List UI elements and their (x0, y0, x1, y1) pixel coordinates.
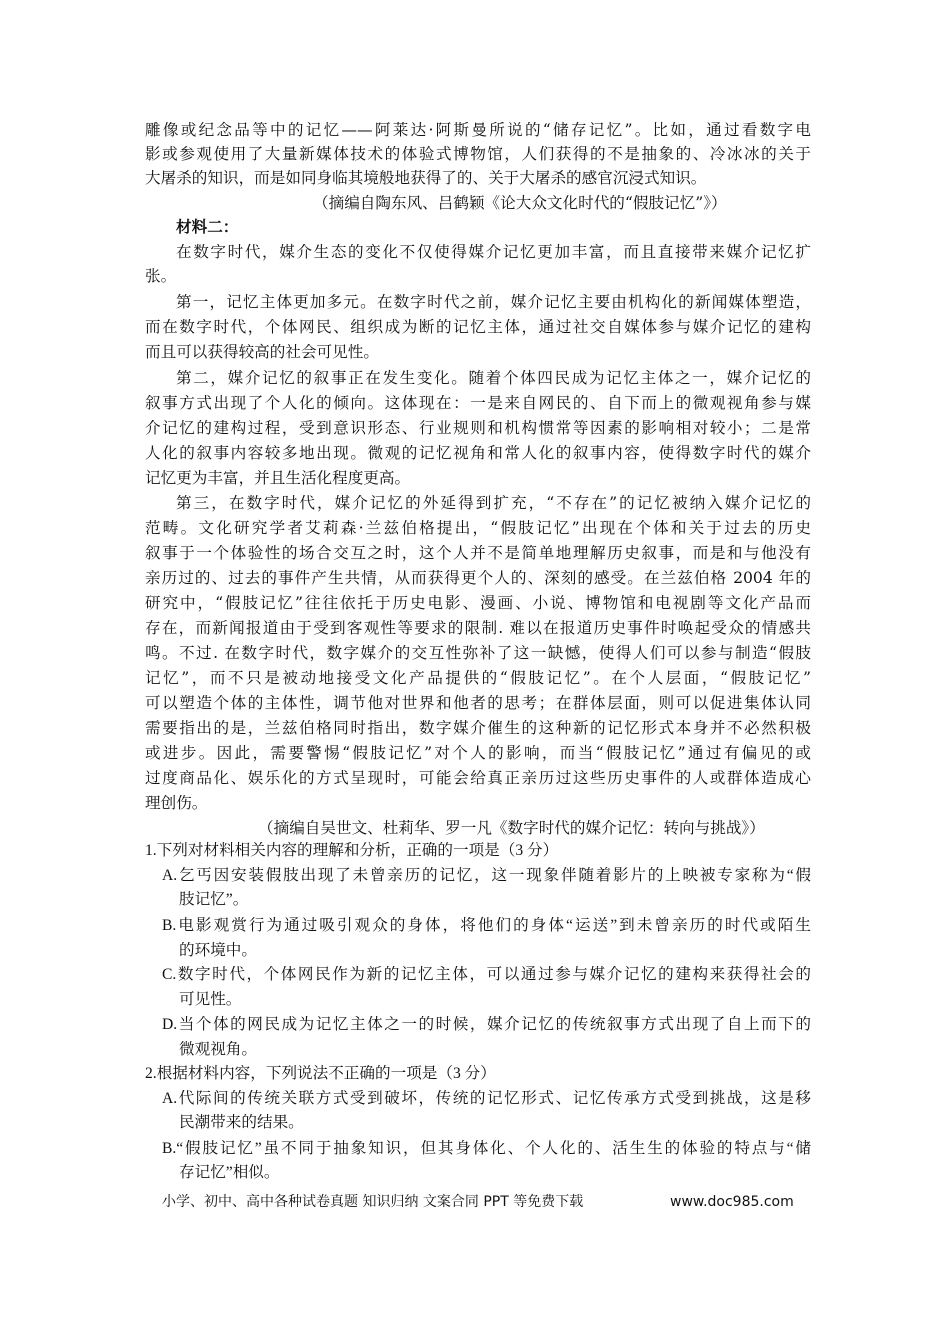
paragraph-line: 而在数字时代，个体网民、组织成为断的记忆主体，通过社交自媒体参与媒介记忆的建构 (145, 318, 811, 336)
question-1-option-c-cont: 可见性。 (179, 991, 242, 1008)
paragraph-line: 雕像或纪念品等中的记忆——阿莱达·阿斯曼所说的“储存记忆”。比如，通过看数字电 (145, 121, 811, 139)
source-citation-2: （摘编自吴世文、杜莉华、罗一凡《数字时代的媒介记忆：转向与挑战》） (258, 819, 765, 837)
paragraph-line: 存在，而新闻报道由于受到客观性等要求的限制. 难以在报道历史事件时唤起受众的情感共 (145, 619, 811, 637)
paragraph-line: 研究中，“假肢记忆”往往依托于历史电影、漫画、小说、博物馆和电视剧等文化产品而 (145, 594, 811, 612)
paragraph-line: 亲历过的、过去的事件产生共情，从而获得更个人的、深刻的感受。在兰兹伯格 2004 年的 (145, 569, 811, 587)
paragraph-line: 介记忆的建构过程，受到意识形态、行业规则和机构惯常等因素的影响相对较小；二是常 (145, 419, 811, 437)
paragraph-line: 人化的叙事内容较多地出现。微观的记忆视角和常人化的叙事内容，使得数字时代的媒介 (145, 444, 811, 462)
paragraph-line: 或进步。因此，需要警惕“假肢记忆”对个人的影响，而当“假肢记忆”通过有偏见的或 (145, 744, 811, 762)
question-2-stem: 2.根据材料内容，下列说法不正确的一项是（3 分） (145, 1065, 496, 1082)
paragraph-line: 影或参观使用了大量新媒体技术的体验式博物馆，人们获得的不是抽象的、冷冰冰的关于 (145, 145, 811, 163)
question-2-option-b-cont: 存记忆”相似。 (179, 1164, 280, 1181)
material-2-heading: 材料二： (176, 217, 239, 236)
paragraph-line: 张。 (145, 267, 177, 285)
page-footer (162, 1190, 802, 1214)
question-1-option-b-cont: 的环境中。 (179, 942, 257, 959)
paragraph-line: 理创伤。 (145, 794, 208, 812)
paragraph-line: 需要指出的是，兰兹伯格同时指出，数字媒介催生的这种新的记忆形式本身并不必然积极 (145, 719, 811, 737)
paragraph-line: 过度商品化、娱乐化的方式呈现时，可能会给真正亲历过这些历史事件的人或群体造成心 (145, 769, 811, 787)
paragraph-line: 记忆”，而不只是被动地接受文化产品提供的“假肢记忆”。在个人层面，“假肢记忆” (145, 669, 811, 687)
footer-link[interactable]: www.doc985.com (670, 1194, 794, 1210)
paragraph-line: 可以塑造个体的主体性，调节他对世界和他者的思考；在群体层面，则可以促进集体认同 (145, 694, 811, 712)
question-1-option-a-cont: 肢记忆”。 (179, 891, 249, 908)
question-1-option-b: B.电影观赏行为通过吸引观众的身体，将他们的身体“运送”到未曾亲历的时代或陌生 (162, 917, 811, 934)
paragraph-line: 而且可以获得较高的社会可见性。 (145, 343, 379, 361)
question-2-option-a: A.代际间的传统关联方式受到破坏，传统的记忆形式、记忆传承方式受到挑战，这是移 (162, 1090, 811, 1107)
question-1-stem: 1.下列对材料相关内容的理解和分析，正确的一项是（3 分） (145, 842, 559, 859)
question-2-option-a-cont: 民潮带来的结果。 (179, 1114, 304, 1131)
paragraph-line: 范畴。文化研究学者艾莉森·兰兹伯格提出，“假肢记忆”出现在个体和关于过去的历史 (145, 519, 811, 537)
question-1-option-d-cont: 微观视角。 (179, 1041, 257, 1058)
paragraph-line: 第三，在数字时代，媒介记忆的外延得到扩充，“不存在”的记忆被纳入媒介记忆的 (176, 494, 811, 512)
paragraph-line: 记忆更为丰富，并且生活化程度更高。 (145, 469, 411, 487)
paragraph-line: 第二，媒介记忆的叙事正在发生变化。随着个体四民成为记忆主体之一，媒介记忆的 (176, 369, 811, 387)
question-1-option-a: A.乞丐因安装假肢出现了未曾亲历的记忆，这一现象伴随着影片的上映被专家称为“假 (162, 867, 811, 884)
question-2-option-b: B.“假肢记忆”虽不同于抽象知识，但其身体化、个人化的、活生生的体验的特点与“储 (162, 1140, 811, 1157)
paragraph-line: 叙事于一个体验性的场合交互之时，这个人并不是简单地理解历史叙事，而是和与他没有 (145, 544, 811, 562)
paragraph-line: 在数字时代，媒介生态的变化不仅使得媒介记忆更加丰富，而且直接带来媒介记忆扩 (176, 243, 811, 261)
paragraph-line: 大屠杀的知识，而是如同身临其境般地获得了的、关于大屠杀的感官沉浸式知识。 (145, 169, 707, 187)
source-citation-1: （摘编自陶东风、吕鹤颖《论大众文化时代的“假肢记忆”》） (313, 194, 727, 212)
paragraph-line: 叙事方式出现了个人化的倾向。这体现在：一是来自网民的、自下而上的微观视角参与媒 (145, 394, 811, 412)
question-1-option-c: C.数字时代，个体网民作为新的记忆主体，可以通过参与媒介记忆的建构来获得社会的 (162, 966, 811, 983)
question-1-option-d: D.当个体的网民成为记忆主体之一的时候，媒介记忆的传统叙事方式出现了自上而下的 (162, 1016, 811, 1033)
footer-text: 小学、初中、高中各种试卷真题 知识归纳 文案合同 PPT 等免费下载 (162, 1194, 584, 1210)
paragraph-line: 第一，记忆主体更加多元。在数字时代之前，媒介记忆主要由机构化的新闻媒体塑造， (176, 293, 811, 311)
paragraph-line: 鸣。不过. 在数字时代，数字媒介的交互性弥补了这一缺憾，使得人们可以参与制造“假肢 (145, 644, 811, 662)
